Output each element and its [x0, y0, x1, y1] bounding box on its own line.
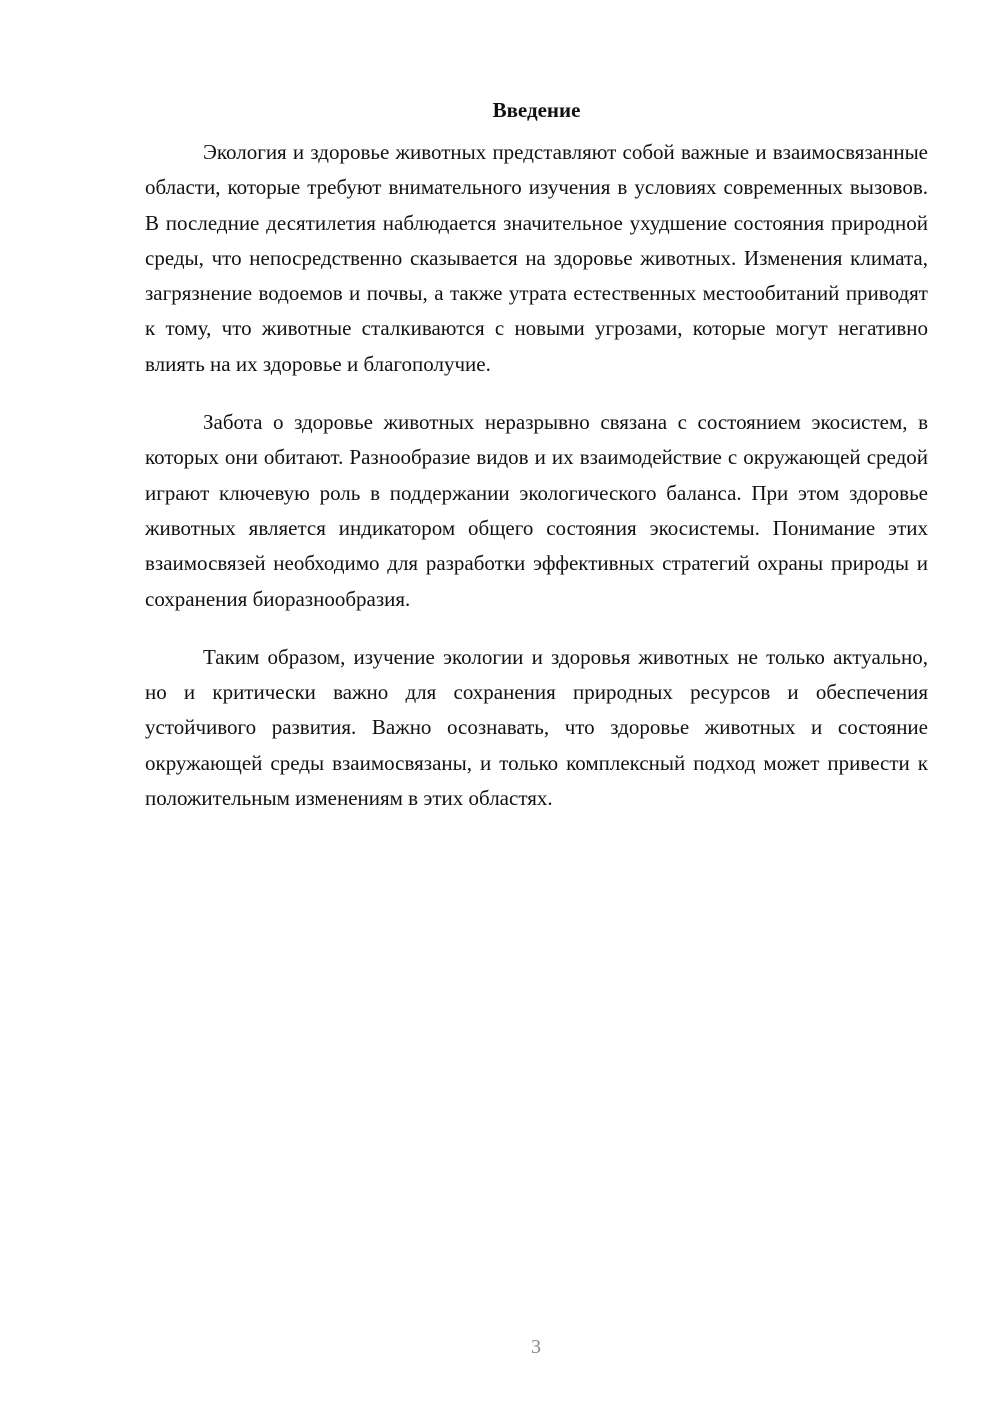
page-number: 3 — [531, 1336, 541, 1358]
paragraph-3: Таким образом, изучение экологии и здоровья животных не только актуально, но и критически важно для сохранения природных ресурсов и обеспечения устойчивого развития. Важно осознавать, что здоровье животных и состояние окружающей среды взаимосвязаны, и только комплексный подход может привести к положительным изменениям в этих областях. — [145, 644, 928, 811]
paragraph-1: Экология и здоровье животных представляют собой важные и взаимосвязанные области, которые требуют внимательного изучения в условиях современных вызовов. В последние десятилетия наблюдается значительное ухудшение состояния природной среды, что непосредственно сказывается на здоровье животных. Изменения климата, загрязнение водоемов и почвы, а также утрата естественных местообитаний приводят к тому, что животные сталкиваются с новыми угрозами, которые могут негативно влиять на их здоровье и благополучие. — [145, 140, 928, 376]
page-content — [145, 92, 928, 816]
paragraph-2: Забота о здоровье животных неразрывно связана с состоянием экосистем, в которых они обитают. Разнообразие видов и их взаимодействие с окружающей средой играют ключевую роль в поддержании экологического баланса. При этом здоровье животных является индикатором общего состояния экосистемы. Понимание этих взаимосвязей необходимо для разработки эффективных стратегий охраны природы и сохранения биоразнообразия. — [145, 410, 928, 611]
section-heading: Введение — [492, 98, 581, 122]
